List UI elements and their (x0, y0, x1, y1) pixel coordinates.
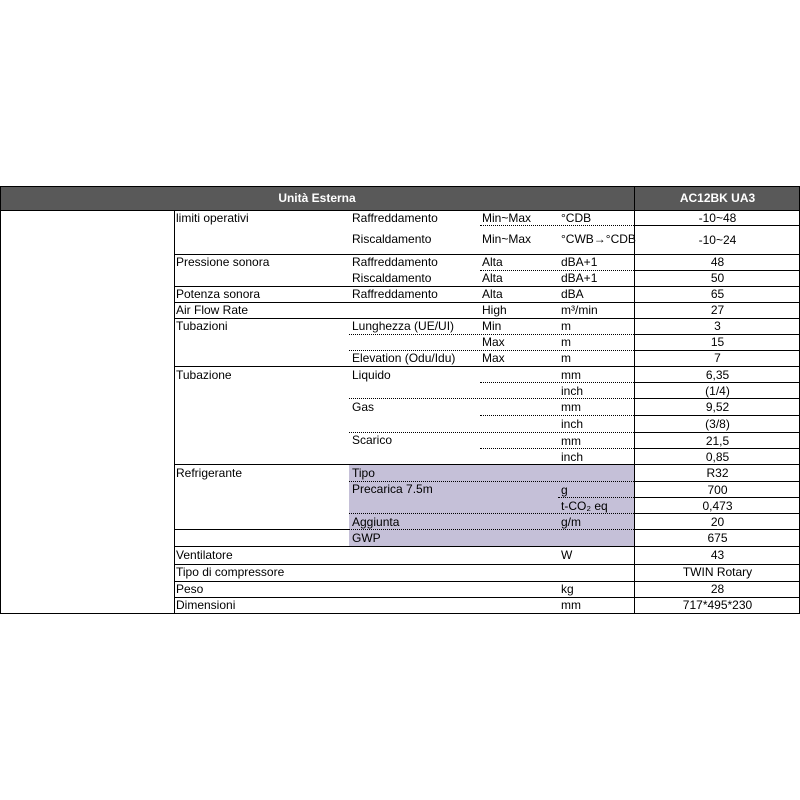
row-label-compressore: Tipo di compressore (176, 565, 285, 579)
mode-label: Scarico (352, 433, 393, 447)
unit-label: inch (561, 417, 584, 431)
row-label-limiti: limiti operativi (176, 211, 249, 225)
unit-label: dBA+1 (561, 255, 598, 269)
sep (174, 366, 634, 367)
value-sep (634, 513, 800, 514)
header-title: Unità Esterna (0, 186, 634, 210)
table-top-border (0, 186, 800, 187)
row-label-potenza: Potenza sonora (176, 287, 261, 301)
value-cell: 700 (707, 483, 728, 497)
value-sep (634, 497, 800, 498)
value-cell: TWIN Rotary (682, 565, 753, 579)
value-cell: 0,473 (702, 499, 733, 513)
row-label-pressione: Pressione sonora (176, 255, 270, 269)
sep-dotted (480, 270, 634, 271)
value-cell: 7 (714, 351, 721, 365)
mode-label: Precarica 7.5m (352, 482, 433, 496)
sep-dotted (558, 497, 634, 498)
sep (174, 464, 634, 465)
value-cell: R32 (706, 466, 729, 480)
value-cell: 675 (707, 531, 728, 545)
value-cell: (3/8) (705, 417, 730, 431)
unit-label: °CDB (561, 211, 592, 225)
mode-label: Raffreddamento (352, 211, 438, 225)
unit-label: m (561, 351, 571, 365)
condition-label: Min~Max (482, 211, 532, 225)
value-cell: 3 (714, 319, 721, 333)
sep (174, 546, 634, 547)
value-sep (634, 225, 800, 226)
value-sep (634, 546, 800, 547)
mode-label: Gas (352, 400, 375, 414)
value-sep (634, 398, 800, 399)
unit-label: mm (561, 434, 581, 448)
mode-label: Tipo (352, 466, 375, 480)
value-cell: 9,52 (705, 400, 730, 414)
table-bottom-border (0, 613, 800, 614)
header-model: AC12BK UA3 (635, 186, 800, 210)
value-cell: 0,85 (705, 450, 730, 464)
unit-label: dBA+1 (561, 271, 598, 285)
condition-label: Max (482, 335, 505, 349)
mode-label: Raffreddamento (352, 255, 438, 269)
value-sep (634, 481, 800, 482)
value-sep (634, 448, 800, 449)
mode-label: Riscaldamento (352, 271, 432, 285)
unit-label: mm (561, 400, 581, 414)
mode-label: Aggiunta (352, 515, 400, 529)
row-label-tubazione: Tubazione (176, 368, 232, 382)
unit-label: mm (561, 368, 581, 382)
unit-label: m (561, 319, 571, 333)
row-label-dimensioni: Dimensioni (176, 598, 236, 612)
unit-label: kg (561, 582, 574, 596)
condition-label: High (482, 303, 507, 317)
condition-label: Max (482, 351, 505, 365)
value-cell: 28 (710, 582, 725, 596)
row-label-ventilatore: Ventilatore (176, 548, 233, 562)
mode-label: GWP (352, 531, 381, 545)
unit-label: g (561, 483, 568, 497)
unit-label: inch (561, 450, 584, 464)
value-cell: 50 (710, 271, 725, 285)
condition-label: Alta (482, 271, 503, 285)
value-cell: 27 (710, 303, 725, 317)
value-cell: 6,35 (705, 368, 730, 382)
label-column-border (174, 210, 175, 614)
table-left-border (0, 186, 1, 614)
condition-label: Alta (482, 255, 503, 269)
unit-label: mm (561, 598, 581, 612)
unit-label: inch (561, 384, 584, 398)
unit-label: t-CO₂ eq (561, 499, 608, 513)
value-cell: 48 (710, 255, 725, 269)
sep-dotted (480, 382, 634, 383)
value-cell: -10~24 (698, 233, 737, 247)
sep (174, 529, 349, 530)
value-sep (634, 432, 800, 433)
mode-label: Lunghezza (UE/UI) (352, 319, 455, 333)
value-cell: 65 (710, 287, 725, 301)
value-sep (634, 529, 800, 530)
value-sep (634, 464, 800, 465)
sep-dotted (349, 398, 634, 399)
condition-label: Min (482, 319, 502, 333)
value-sep (634, 382, 800, 383)
value-cell: 15 (710, 335, 725, 349)
row-label-peso: Peso (176, 582, 204, 596)
sep-dotted (349, 513, 634, 514)
value-cell: 21,5 (705, 434, 730, 448)
sep-dotted (480, 415, 634, 416)
row-label-refrigerante: Refrigerante (176, 466, 243, 480)
condition-label: Min~Max (482, 232, 532, 246)
unit-label: g/m (561, 515, 582, 529)
sep-dotted (349, 529, 634, 530)
unit-label: °CWB→°CDB (561, 232, 636, 246)
mode-label: Riscaldamento (352, 232, 432, 246)
value-sep (634, 415, 800, 416)
row-label-airflow: Air Flow Rate (176, 303, 249, 317)
mode-label: Raffreddamento (352, 287, 438, 301)
spec-table (0, 186, 800, 614)
sep-dotted (480, 225, 634, 226)
unit-label: W (561, 548, 573, 562)
condition-label: Alta (482, 287, 503, 301)
unit-label: m³/min (561, 303, 598, 317)
mode-label: Liquido (352, 368, 391, 382)
unit-label: dBA (561, 287, 584, 301)
row-label-tubazioni: Tubazioni (176, 319, 228, 333)
value-cell: 717*495*230 (682, 598, 753, 612)
mode-label: Elevation (Odu/Idu) (352, 351, 456, 365)
value-cell: 20 (710, 515, 725, 529)
sep-dotted (480, 448, 634, 449)
value-sep (634, 366, 800, 367)
value-cell: (1/4) (705, 384, 730, 398)
value-cell: 43 (710, 548, 725, 562)
value-cell: -10~48 (698, 211, 737, 225)
unit-label: m (561, 335, 571, 349)
